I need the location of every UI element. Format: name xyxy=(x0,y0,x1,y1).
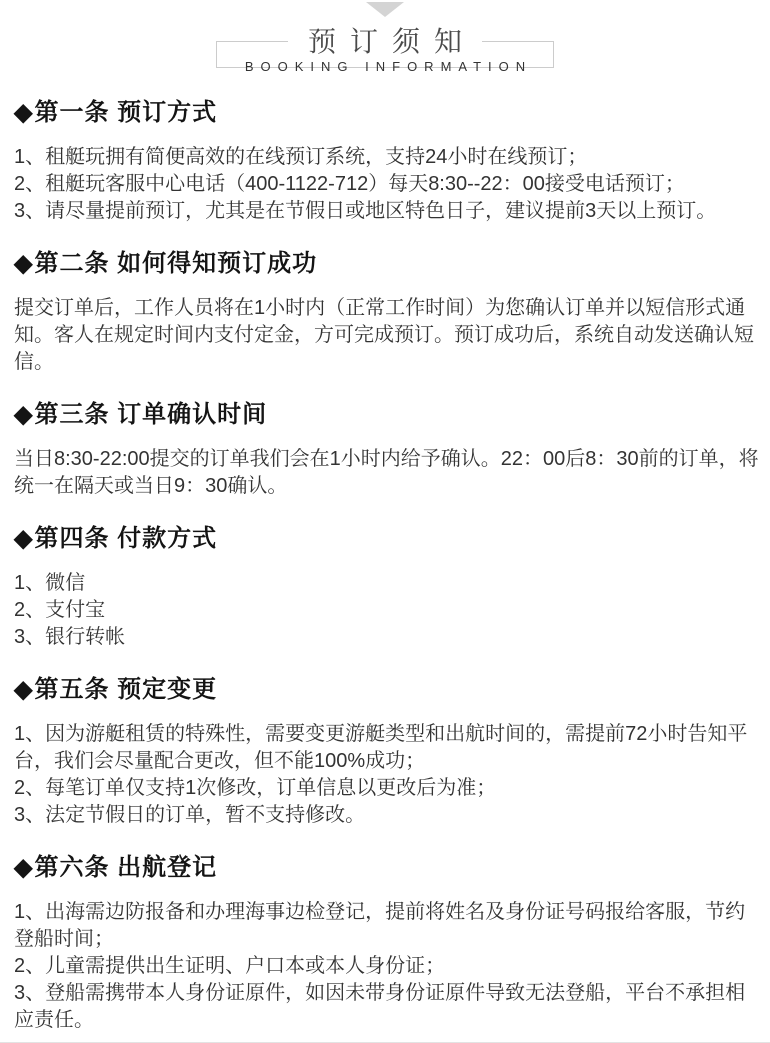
section-body xyxy=(14,570,760,651)
list-item: 2、儿童需提供出生证明、户口本或本人身份证； xyxy=(14,955,446,977)
paragraph: 提交订单后，工作人员将在1小时内（正常工作时间）为您确认订单并以短信形式通知。客人在规定时间内支付定金，方可完成预订。预订成功后，系统自动发送确认短信。 xyxy=(14,297,754,373)
section-departure-registration xyxy=(14,853,760,1034)
list-item: 3、登船需携带本人身份证原件，如因未带身份证原件导致无法登船，平台不承担相应责任。 xyxy=(14,982,746,1031)
triangle-down-icon xyxy=(366,2,404,17)
list-item: 2、每笔订单仅支持1次修改，订单信息以更改后为准； xyxy=(14,777,497,799)
diamond-icon: ◆ xyxy=(14,99,34,126)
section-body xyxy=(14,446,760,500)
list-item: 2、支付宝 xyxy=(14,599,106,621)
list-item: 3、请尽量提前预订，尤其是在节假日或地区特色日子，建议提前3天以上预订。 xyxy=(14,200,717,222)
section-body xyxy=(14,721,760,829)
section-heading xyxy=(14,400,760,430)
diamond-icon: ◆ xyxy=(14,525,34,552)
section-heading xyxy=(14,249,760,279)
section-heading xyxy=(14,524,760,554)
section-heading xyxy=(14,675,760,705)
diamond-icon: ◆ xyxy=(14,854,34,881)
section-booking-change xyxy=(14,675,760,829)
page-subtitle: BOOKING INFORMATION xyxy=(244,59,533,74)
section-heading-text: 第六条 出航登记 xyxy=(34,854,218,881)
page-title: 预订须知 xyxy=(288,25,482,59)
section-heading-text: 第五条 预定变更 xyxy=(34,676,218,703)
list-item: 1、出海需边防报备和办理海事边检登记，提前将姓名及身份证号码报给客服，节约登船时间； xyxy=(14,901,746,950)
list-item: 1、微信 xyxy=(14,572,86,594)
section-heading-text: 第三条 订单确认时间 xyxy=(34,401,268,428)
diamond-icon: ◆ xyxy=(14,250,34,277)
section-booking-success-notice xyxy=(14,249,760,376)
section-payment-method xyxy=(14,524,760,651)
diamond-icon: ◆ xyxy=(14,401,34,428)
section-heading-text: 第四条 付款方式 xyxy=(34,525,218,552)
section-heading xyxy=(14,853,760,883)
list-item: 1、租艇玩拥有简便高效的在线预订系统，支持24小时在线预订； xyxy=(14,146,588,168)
diamond-icon: ◆ xyxy=(14,676,34,703)
list-item: 1、因为游艇租赁的特殊性，需要变更游艇类型和出航时间的，需提前72小时告知平台，我们会尽量配合更改，但不能100%成功； xyxy=(14,723,748,772)
list-item: 2、租艇玩客服中心电话（400-1122-712）每天8:30--22：00接受电话预订； xyxy=(14,173,685,195)
list-item: 3、银行转帐 xyxy=(14,626,126,648)
list-item: 3、法定节假日的订单，暂不支持修改。 xyxy=(14,804,366,826)
section-heading xyxy=(14,98,760,128)
title-frame xyxy=(216,26,554,74)
section-body xyxy=(14,295,760,376)
section-booking-method xyxy=(14,98,760,225)
paragraph: 当日8:30-22:00提交的订单我们会在1小时内给予确认。22：00后8：30前的订单，将统一在隔天或当日9：30确认。 xyxy=(14,448,759,497)
section-body xyxy=(14,144,760,225)
section-heading-text: 第二条 如何得知预订成功 xyxy=(34,250,318,277)
content xyxy=(0,98,770,1034)
section-order-confirm-time xyxy=(14,400,760,500)
section-body xyxy=(14,899,760,1034)
section-heading-text: 第一条 预订方式 xyxy=(34,99,218,126)
